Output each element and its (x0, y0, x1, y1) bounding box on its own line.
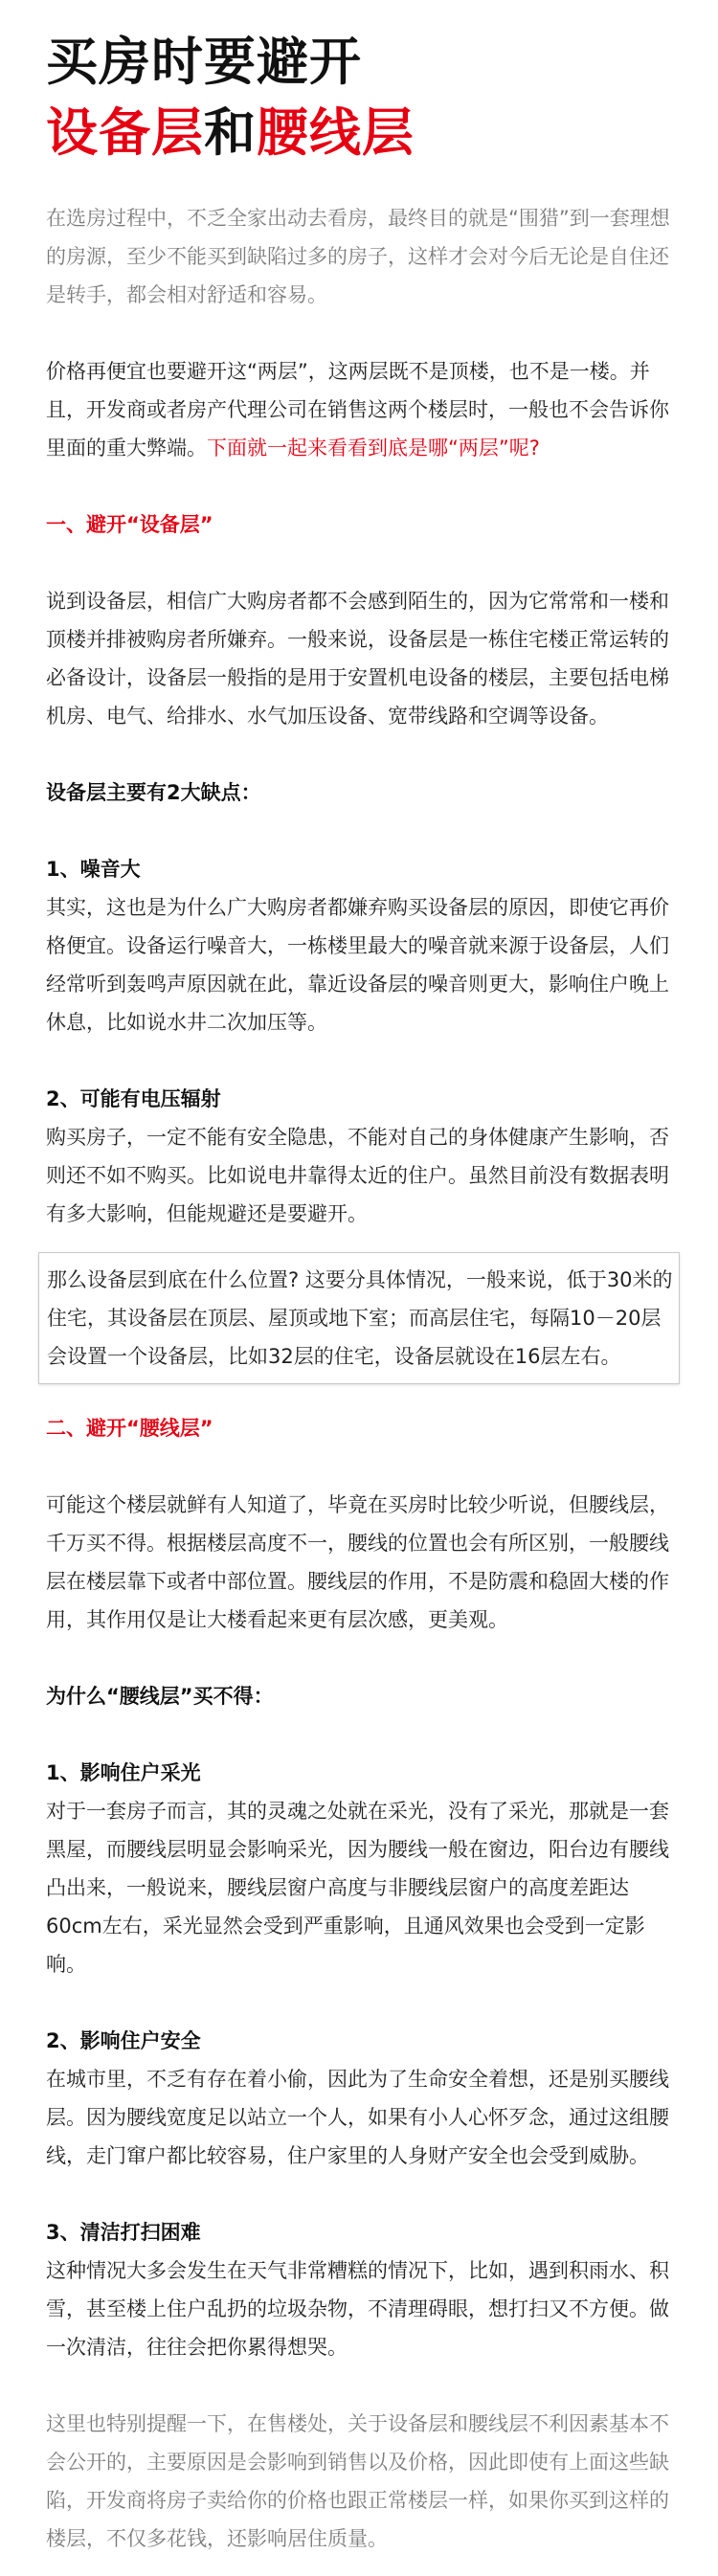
section1-item2-title: 2、可能有电压辐射 (46, 1087, 221, 1110)
article-title-line1: 买房时要避开 (46, 32, 362, 92)
intro-paragraph-2 (46, 352, 672, 467)
section1-defects-heading: 设备层主要有2大缺点： (46, 781, 261, 804)
section2-heading: 二、避开“腰线层” (46, 1417, 213, 1440)
title-keyword-equipment-floor: 设备层 (46, 102, 204, 163)
equipment-floor-location-box (38, 1252, 680, 1384)
section1-item2-text: 购买房子，一定不能有安全隐患，不能对自己的身体健康产生影响，否则还不如不购买。比如说电井靠得太近的住户。虽然目前没有数据表明有多大影响，但能规避还是要避开。 (46, 1126, 669, 1225)
intro-paragraph-2-highlight: 下面就一起来看看到底是哪“两层”呢? (207, 437, 540, 459)
intro-paragraph-2-text: 价格再便宜也要避开这“两层”，这两层既不是顶楼，也不是一楼。并且，开发商或者房产代理公司在销售这两个楼层时，一般也不会告诉你里面的重大弊端。 (46, 360, 669, 459)
section2-item2-text: 在城市里，不乏有存在着小偷，因此为了生命安全着想，还是别买腰线层。因为腰线宽度足以站立一个人，如果有小人心怀歹念，通过这组腰线，走门窜户都比较容易，住户家里的人身财产安全也会受到威胁。 (46, 2068, 669, 2167)
intro-paragraph-1: 在选房过程中，不乏全家出动去看房，最终目的就是“围猎”到一套理想的房源，至少不能买到缺陷过多的房子，这样才会对今后无论是自住还是转手，都会相对舒适和容易。 (46, 207, 670, 306)
section1-description: 说到设备层，相信广大购房者都不会感到陌生的，因为它常常和一楼和顶楼并排被购房者所嫌弃。一般来说，设备层是一栋住宅楼正常运转的必备设计，设备层一般指的是用于安置机电设备的楼层，主要包括电梯机房、电气、给排水、水气加压设备、宽带线路和空调等设备。 (46, 590, 669, 728)
section1-item1-title: 1、噪音大 (46, 858, 141, 881)
section1-item1-text: 其实，这也是为什么广大购房者都嫌弃购买设备层的原因，即使它再价格便宜。设备运行噪音大，一栋楼里最大的噪音就来源于设备层，人们经常听到轰鸣声原因就在此，靠近设备层的噪音则更大，影响住户晚上休息，比如说水井二次加压等。 (46, 896, 669, 1034)
closing-paragraph: 这里也特别提醒一下，在售楼处，关于设备层和腰线层不利因素基本不会公开的，主要原因是会影响到销售以及价格，因此即使有上面这些缺陷，开发商将房子卖给你的价格也跟正常楼层一样，如果你买到这样的楼层，不仅多花钱，还影响居住质量。 (46, 2412, 669, 2550)
section2-item1-title: 1、影响住户采光 (46, 1761, 201, 1784)
section2-why-heading: 为什么“腰线层”买不得： (46, 1685, 274, 1708)
title-connector: 和 (204, 102, 257, 163)
equipment-floor-location-text: 那么设备层到底在什么位置? 这要分具体情况，一般来说，低于30米的住宅，其设备层在顶层、屋顶或地下室；而高层住宅，每隔10－20层会设置一个设备层，比如32层的住宅，设备层就设在16层左右。 (47, 1268, 673, 1368)
section2-description: 可能这个楼层就鲜有人知道了，毕竟在买房时比较少听说，但腰线层，千万买不得。根据楼层高度不一，腰线的位置也会有所区别，一般腰线层在楼层靠下或者中部位置。腰线层的作用，不是防震和稳固大楼的作用，其作用仅是让大楼看起来更有层次感，更美观。 (46, 1493, 669, 1631)
title-keyword-waistline-floor: 腰线层 (257, 102, 415, 163)
section2-item3-title: 3、清洁打扫困难 (46, 2221, 201, 2244)
section2-item3-text: 这种情况大多会发生在天气非常糟糕的情况下，比如，遇到积雨水、积雪，甚至楼上住户乱扔的垃圾杂物，不清理碍眼，想打扫又不方便。做一次清洁，往往会把你累得想哭。 (46, 2259, 669, 2359)
section2-item2-title: 2、影响住户安全 (46, 2029, 201, 2052)
article-title-line2 (46, 100, 672, 167)
section2-item1-text: 对于一套房子而言，其的灵魂之处就在采光，没有了采光，那就是一套黑屋，而腰线层明显会影响采光，因为腰线一般在窗边，阳台边有腰线凸出来，一般说来，腰线层窗户高度与非腰线层窗户的高度差距达60cm左右，采光显然会受到严重影响，且通风效果也会受到一定影响。 (46, 1800, 669, 1976)
section1-heading: 一、避开“设备层” (46, 513, 213, 536)
